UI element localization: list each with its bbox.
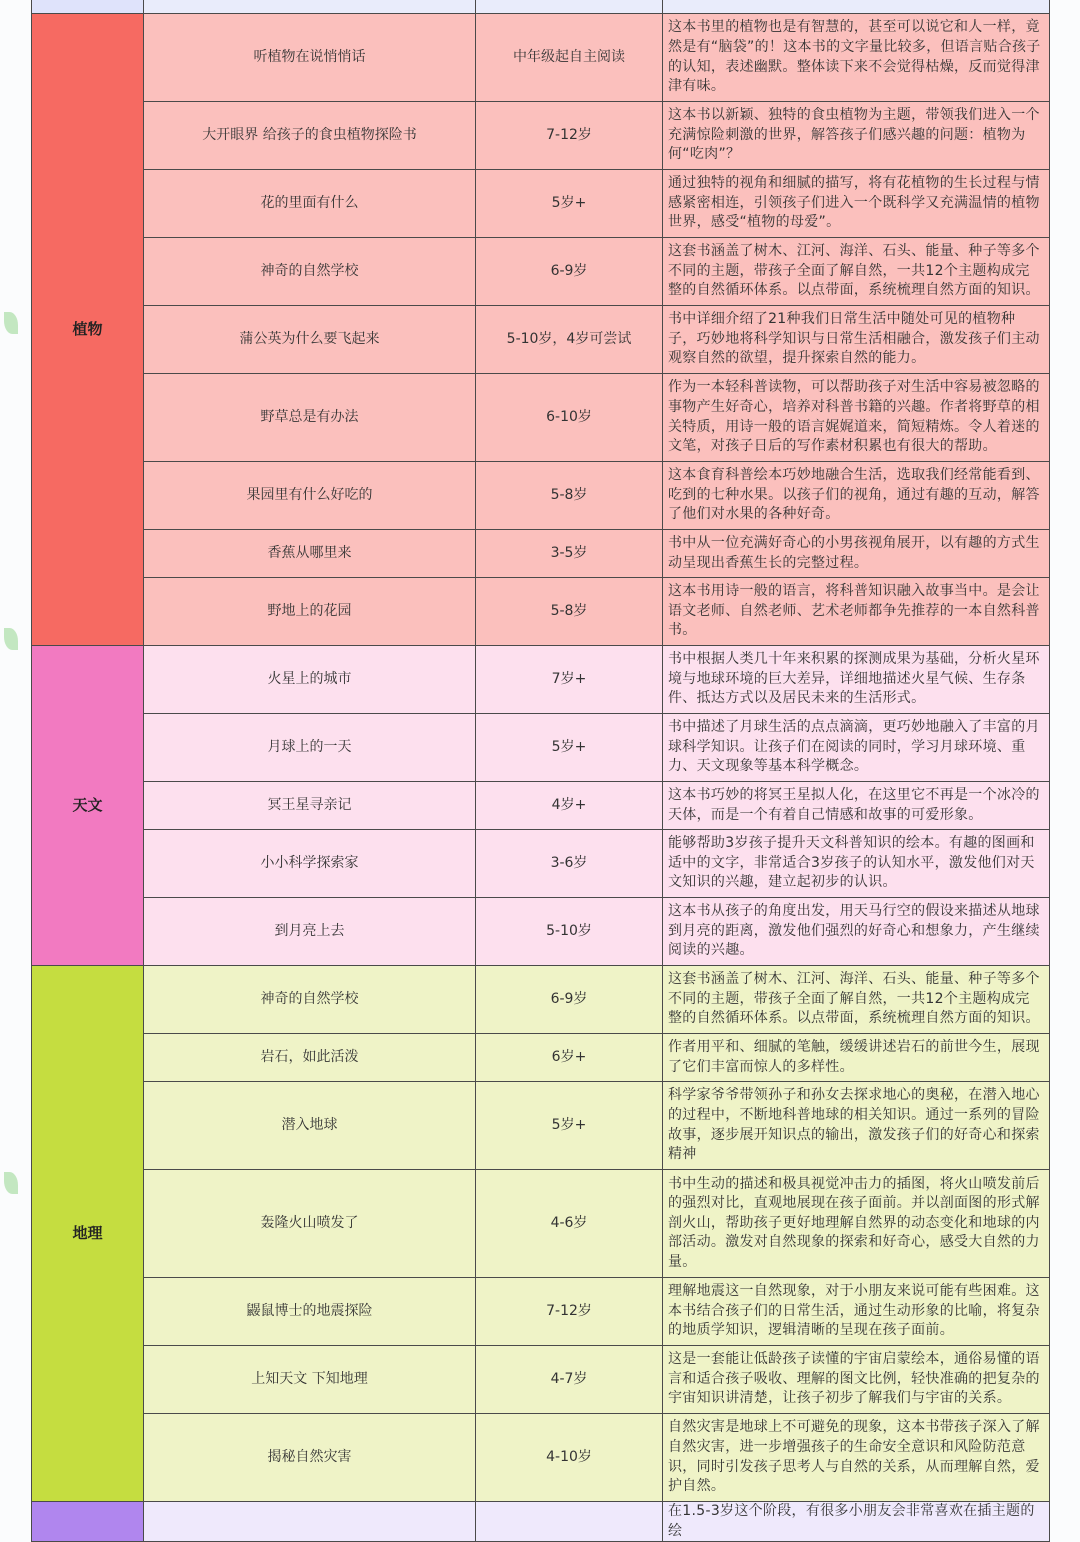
book-description: 通过独特的视角和细腻的描写，将有花植物的生长过程与情感紧密相连，引领孩子们进入一个既科学又充满温情的植物世界，感受“植物的母爱”。 [663,170,1050,238]
book-title: 上知天文 下知地理 [144,1346,476,1414]
table-row [32,374,1050,462]
age-range: 5-10岁，4岁可尝试 [476,306,663,374]
book-title: 野地上的花园 [144,578,476,646]
age-range: 6-9岁 [476,238,663,306]
book-title: 香蕉从哪里来 [144,530,476,578]
table-row [32,0,1050,14]
table-row [32,14,1050,102]
book-description: 科学家爷爷带领孙子和孙女去探求地心的奥秘，在潜入地心的过程中，不断地科普地球的相关知识。通过一系列的冒险故事，逐步展开知识点的输出，激发孩子们的好奇心和探索精神 [663,1082,1050,1170]
book-title: 冥王星寻亲记 [144,782,476,830]
table-cell [663,0,1050,14]
table-cell [476,1502,663,1542]
age-range: 4-6岁 [476,1170,663,1278]
book-description: 书中从一位充满好奇心的小男孩视角展开，以有趣的方式生动呈现出香蕉生长的完整过程。 [663,530,1050,578]
book-title: 听植物在说悄悄话 [144,14,476,102]
book-title: 花的里面有什么 [144,170,476,238]
age-range: 6-10岁 [476,374,663,462]
book-description: 这套书涵盖了树木、江河、海洋、石头、能量、种子等多个不同的主题，带孩子全面了解自然，一共12个主题构成完整的自然循环体系。以点带面，系统梳理自然方面的知识。 [663,238,1050,306]
category-cell-next [32,1502,144,1542]
table-row [32,1170,1050,1278]
book-title: 果园里有什么好吃的 [144,462,476,530]
book-description: 这本食育科普绘本巧妙地融合生活，选取我们经常能看到、吃到的七种水果。以孩子们的视角，通过有趣的互动，解答了他们对水果的各种好奇。 [663,462,1050,530]
table-row [32,238,1050,306]
age-range: 5岁+ [476,1082,663,1170]
book-title: 火星上的城市 [144,646,476,714]
book-description: 这套书涵盖了树木、江河、海洋、石头、能量、种子等多个不同的主题，带孩子全面了解自然，一共12个主题构成完整的自然循环体系。以点带面，系统梳理自然方面的知识。 [663,966,1050,1034]
book-description: 这本书以新颖、独特的食虫植物为主题，带领我们进入一个充满惊险刺激的世界，解答孩子们感兴趣的问题：植物为何“吃肉”？ [663,102,1050,170]
book-description: 书中详细介绍了21种我们日常生活中随处可见的植物种子，巧妙地将科学知识与日常生活相融合，激发孩子们主动观察自然的欲望，提升探索自然的能力。 [663,306,1050,374]
age-range: 5岁+ [476,714,663,782]
book-title: 揭秘自然灾害 [144,1414,476,1502]
book-title: 神奇的自然学校 [144,966,476,1034]
book-title: 野草总是有办法 [144,374,476,462]
table-row [32,1034,1050,1082]
age-range: 3-6岁 [476,830,663,898]
book-description: 在1.5-3岁这个阶段，有很多小朋友会非常喜欢在插主题的绘 [663,1502,1050,1542]
category-cell-astronomy: 天文 [32,646,144,966]
book-description: 作者用平和、细腻的笔触，缓缓讲述岩石的前世今生，展现了它们丰富而惊人的多样性。 [663,1034,1050,1082]
book-title: 神奇的自然学校 [144,238,476,306]
category-cell-geography: 地理 [32,966,144,1502]
age-range: 5-8岁 [476,462,663,530]
book-description: 书中生动的描述和极具视觉冲击力的插图，将火山喷发前后的强烈对比，直观地展现在孩子面前。并以剖面图的形式解剖火山，帮助孩子更好地理解自然界的动态变化和地球的内部活动。激发对自然现象的探索和好奇心，感受大自然的力量。 [663,1170,1050,1278]
book-title: 大开眼界 给孩子的食虫植物探险书 [144,102,476,170]
book-description: 能够帮助3岁孩子提升天文科普知识的绘本。有趣的图画和适中的文字，非常适合3岁孩子的认知水平，激发他们对天文知识的兴趣，建立起初步的认识。 [663,830,1050,898]
age-range: 4岁+ [476,782,663,830]
age-range: 中年级起自主阅读 [476,14,663,102]
table-cell [144,0,476,14]
age-range: 5-10岁 [476,898,663,966]
age-range: 6岁+ [476,1034,663,1082]
table-row [32,170,1050,238]
book-description: 书中描述了月球生活的点点滴滴，更巧妙地融入了丰富的月球科学知识。让孩子们在阅读的同时，学习月球环境、重力、天文现象等基本科学概念。 [663,714,1050,782]
table-row [32,1346,1050,1414]
book-recommendation-table [31,0,1050,1542]
book-description: 自然灾害是地球上不可避免的现象，这本书带孩子深入了解自然灾害，进一步增强孩子的生命安全意识和风险防范意识，同时引发孩子思考人与自然的关系，从而理解自然，爱护自然。 [663,1414,1050,1502]
book-description: 书中根据人类几十年来积累的探测成果为基础，分析火星环境与地球环境的巨大差异，详细地描述火星气候、生存条件、抵达方式以及居民未来的生活形式。 [663,646,1050,714]
book-description: 这本书巧妙的将冥王星拟人化，在这里它不再是一个冰冷的天体，而是一个有着自己情感和故事的可爱形象。 [663,782,1050,830]
book-title: 到月亮上去 [144,898,476,966]
table-row [32,1278,1050,1346]
book-description: 理解地震这一自然现象，对于小朋友来说可能有些困难。这本书结合孩子们的日常生活，通过生动形象的比喻，将复杂的地质学知识，逻辑清晰的呈现在孩子面前。 [663,1278,1050,1346]
book-title: 轰隆火山喷发了 [144,1170,476,1278]
book-title: 小小科学探索家 [144,830,476,898]
book-description: 这本书从孩子的角度出发，用天马行空的假设来描述从地球到月亮的距离，激发他们强烈的好奇心和想象力，产生继续阅读的兴趣。 [663,898,1050,966]
age-range: 4-10岁 [476,1414,663,1502]
table-row [32,830,1050,898]
leaf-decoration [4,628,18,650]
age-range: 7岁+ [476,646,663,714]
table-row [32,966,1050,1034]
book-title: 月球上的一天 [144,714,476,782]
age-range: 6-9岁 [476,966,663,1034]
table-row [32,1502,1050,1542]
table-cell [32,0,144,14]
age-range: 4-7岁 [476,1346,663,1414]
table-row [32,306,1050,374]
book-title: 岩石，如此活泼 [144,1034,476,1082]
table-row [32,462,1050,530]
table-cell [476,0,663,14]
age-range: 5-8岁 [476,578,663,646]
table-row [32,102,1050,170]
book-description: 这本书用诗一般的语言，将科普知识融入故事当中。是会让语文老师、自然老师、艺术老师都争先推荐的一本自然科普书。 [663,578,1050,646]
book-title: 鼹鼠博士的地震探险 [144,1278,476,1346]
leaf-decoration [4,312,18,334]
table-cell [144,1502,476,1542]
table-row [32,1414,1050,1502]
table-row [32,1082,1050,1170]
table-row [32,530,1050,578]
book-description: 这本书里的植物也是有智慧的，甚至可以说它和人一样，竟然是有“脑袋”的！这本书的文字量比较多，但语言贴合孩子的认知，表述幽默。整体读下来不会觉得枯燥，反而觉得津津有味。 [663,14,1050,102]
book-description: 作为一本轻科普读物，可以帮助孩子对生活中容易被忽略的事物产生好奇心，培养对科普书籍的兴趣。作者将野草的相关特质，用诗一般的语言娓娓道来，简短精炼。令人着迷的文笔，对孩子日后的写作素材积累也有很大的帮助。 [663,374,1050,462]
table-row [32,646,1050,714]
book-description: 这是一套能让低龄孩子读懂的宇宙启蒙绘本，通俗易懂的语言和适合孩子吸收、理解的图文比例，轻快准确的把复杂的宇宙知识讲清楚，让孩子初步了解我们与宇宙的关系。 [663,1346,1050,1414]
book-title: 蒲公英为什么要飞起来 [144,306,476,374]
book-title: 潜入地球 [144,1082,476,1170]
table-row [32,782,1050,830]
table-row [32,714,1050,782]
table-row [32,578,1050,646]
leaf-decoration [4,1172,18,1194]
age-range: 5岁+ [476,170,663,238]
age-range: 7-12岁 [476,1278,663,1346]
age-range: 7-12岁 [476,102,663,170]
category-cell-plants: 植物 [32,14,144,646]
table-row [32,898,1050,966]
age-range: 3-5岁 [476,530,663,578]
